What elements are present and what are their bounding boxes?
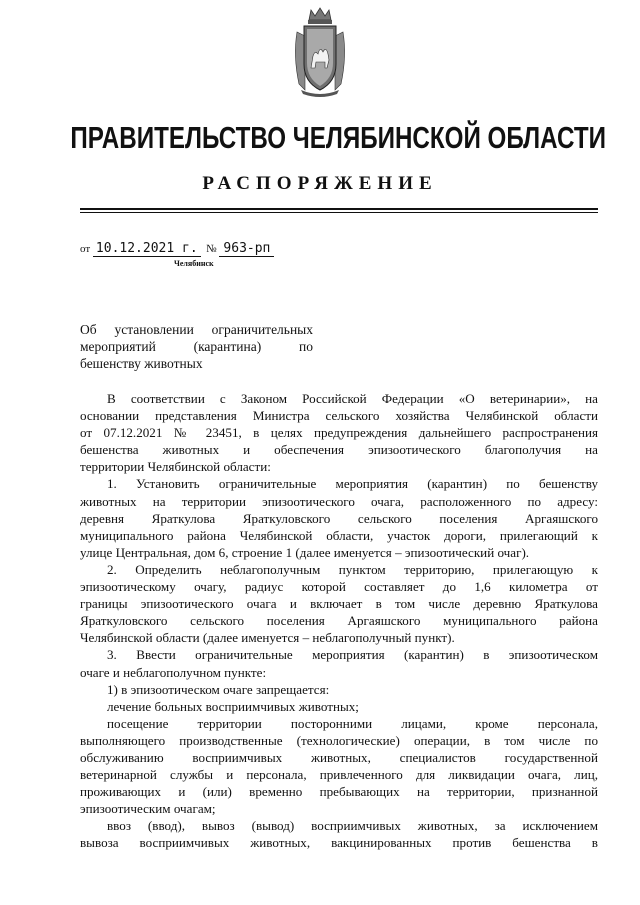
- body-line: деревня Яраткулова Яраткуловского сельского поселения Аргаяшского: [80, 510, 598, 526]
- document-date: 10.12.2021 г.: [93, 241, 201, 257]
- number-label: №: [206, 243, 217, 255]
- body-line: 3. Ввести ограничительные мероприятия (карантин) в эпизоотическом: [107, 647, 598, 663]
- body-line: обслуживанию восприимчивых животных, специалистов государственной: [80, 749, 598, 765]
- document-number: 963-рп: [219, 241, 274, 257]
- body-line: Яраткуловского сельского поселения Аргаяшского муниципального района: [80, 613, 598, 629]
- body-line: ввоз (ввод), вывоз (вывод) восприимчивых животных, за исключением: [107, 818, 598, 834]
- subject-line: мероприятий (карантина) по: [80, 339, 313, 354]
- body-line: основании представления Министра сельского хозяйства Челябинской области: [80, 408, 598, 424]
- coat-of-arms-icon: [291, 6, 349, 98]
- body-line: очаге и неблагополучном пункте:: [80, 664, 267, 680]
- body-line: ветеринарной службы и персонала, привлеченного для ликвидации очага, лиц,: [80, 767, 598, 783]
- body-line: 1. Установить ограничительные мероприятия (карантин) по бешенству: [107, 476, 598, 492]
- body-line: 2. Определить неблагополучным пунктом территорию, прилегающую к: [107, 561, 598, 577]
- body-line: Челябинской области (далее именуется – неблагополучный пункт).: [80, 630, 455, 646]
- subject-line: Об установлении ограничительных: [80, 322, 313, 337]
- document-date-number: [80, 241, 274, 257]
- header-divider-thick: [80, 208, 598, 210]
- body-line: территории Челябинской области:: [80, 459, 271, 475]
- government-title: ПРАВИТЕЛЬСТВО ЧЕЛЯБИНСКОЙ ОБЛАСТИ: [70, 120, 606, 155]
- document-body: [80, 390, 598, 852]
- body-line: эпизоотическому очагу, радиус которой составляет до 1,6 километра от: [80, 579, 598, 595]
- body-line: лечение больных восприимчивых животных;: [107, 698, 359, 714]
- body-line: вывоза восприимчивых животных, вакцинированных против бешенства в: [80, 835, 598, 851]
- body-line: улице Центральная, дом 6, строение 1 (далее именуется – эпизоотический очаг).: [80, 544, 530, 560]
- header-divider-thin: [80, 212, 598, 213]
- body-line: В соответствии с Законом Российской Федерации «О ветеринарии», на: [107, 391, 598, 406]
- body-line: эпизоотическим очагам;: [80, 801, 216, 817]
- body-line: бешенства животных и обеспечения эпизоотического благополучия на: [80, 442, 598, 458]
- body-line: проживающих и (или) временно пребывающих на территории, признанной: [80, 784, 598, 800]
- body-line: выполняющего производственные (технологические) операции, в том числе по: [80, 732, 598, 748]
- body-line: муниципального района Челябинской области, участок дороги, прилегающий к: [80, 527, 598, 543]
- body-line: границы эпизоотического очага и включает в том числе деревню Яраткулова: [80, 596, 598, 612]
- document-city: Челябинск: [174, 259, 214, 268]
- body-line: посещение территории посторонними лицами, кроме персонала,: [107, 715, 598, 731]
- document-subject: [80, 321, 313, 372]
- body-line: животных на территории эпизоотического очага, расположенного по адресу:: [80, 493, 598, 509]
- body-line: от 07.12.2021 № 23451, в целях предупреждения дальнейшего распространения: [80, 425, 598, 441]
- subject-line: бешенству животных: [80, 356, 203, 371]
- document-type: РАСПОРЯЖЕНИЕ: [202, 173, 438, 194]
- from-label: от: [80, 243, 91, 255]
- body-line: 1) в эпизоотическом очаге запрещается:: [107, 681, 330, 697]
